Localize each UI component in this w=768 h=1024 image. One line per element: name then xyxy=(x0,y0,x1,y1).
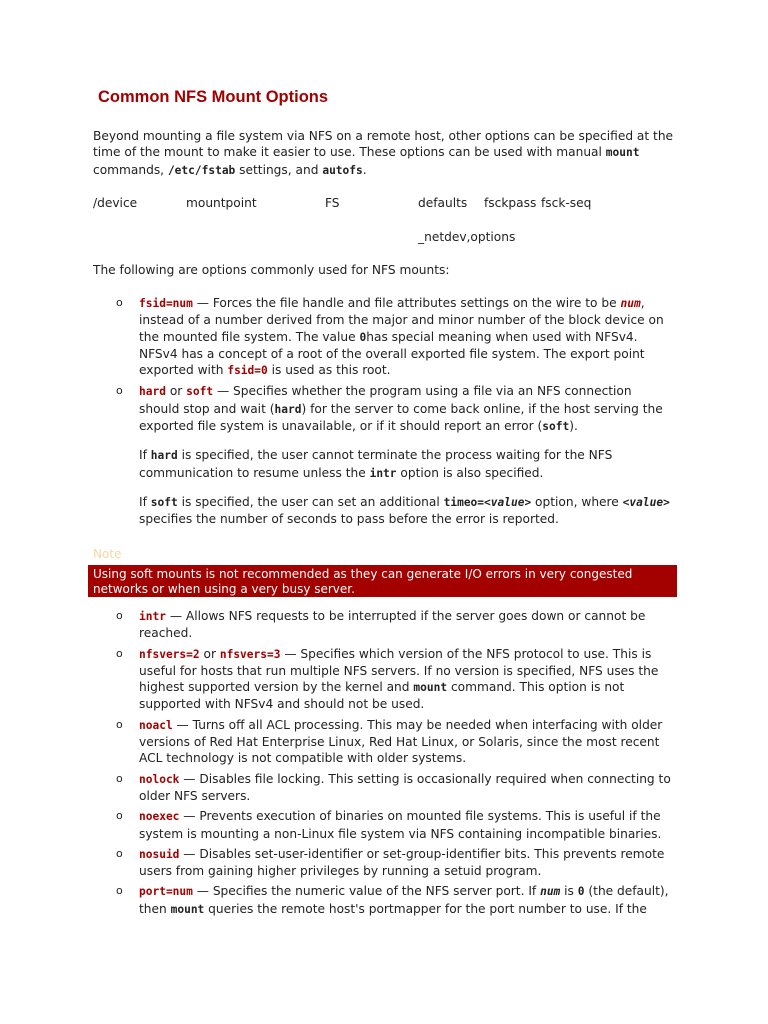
code-value: <value> xyxy=(622,495,670,509)
list-item xyxy=(0,383,674,527)
option-text: — Turns off all ACL processing. This may be needed when interfacing with older versions of Red Hat Enterprise Linux, Red Hat Linux, or Solaris, since the most recent ACL technology is not compatible with older systems. xyxy=(139,717,663,766)
detail-text: If xyxy=(139,448,151,463)
options-lead-text: The following are options commonly used for NFS mounts: xyxy=(93,263,450,277)
code-zero: 0 xyxy=(577,885,585,899)
detail-text: is specified, the user can set an additional xyxy=(177,494,444,509)
option-text: has special meaning when used with NFSv4. NFSv4 has a concept of a root of the overall exported file system. The export point exported with xyxy=(139,329,645,378)
code-soft: soft xyxy=(542,420,570,434)
code-value: <value> xyxy=(484,495,532,509)
list-item xyxy=(0,646,674,713)
option-code: port=num xyxy=(139,885,193,899)
code-hard: hard xyxy=(274,402,302,416)
option-code: soft xyxy=(186,385,214,399)
option-text: or xyxy=(165,384,187,399)
intro-text: Beyond mounting a file system via NFS on a remote host, other options can be specified at the time of the mount to make it easier to use. These options can be used with manual xyxy=(93,129,674,160)
detail-text: If xyxy=(139,494,151,509)
option-code: nolock xyxy=(139,772,180,786)
fstab-col-fsckpass: fsckpass xyxy=(484,196,537,210)
option-code: nfsvers=3 xyxy=(219,647,281,661)
bullet-icon: o xyxy=(116,771,123,785)
fstab-col-fsck-seq: fsck-seq xyxy=(541,196,592,210)
option-text: , instead of a number derived from the major and minor number of the block device on the mounted file system. The value xyxy=(139,296,664,344)
code-zero: 0 xyxy=(359,330,367,344)
bullet-icon: o xyxy=(116,609,123,622)
hard-detail-paragraph xyxy=(139,447,674,482)
option-code: fsid=num xyxy=(139,297,193,310)
option-text: (the default), then xyxy=(139,884,669,916)
detail-text: option is also specified. xyxy=(396,465,544,480)
list-item xyxy=(0,846,674,880)
option-text: or xyxy=(199,646,220,661)
option-text: — Allows NFS requests to be interrupted if the server goes down or cannot be reached. xyxy=(139,609,646,641)
option-text: — Specifies which version of the NFS protocol to use. This is useful for hosts that run multiple NFS servers. If no version is specified, NFS uses the highest supported version by the kernel and xyxy=(139,646,659,695)
code-mount: mount xyxy=(170,902,205,916)
code-autofs: autofs xyxy=(322,163,363,177)
note-box: Using soft mounts is not recommended as they can generate I/O errors in very congested networks or when using a very busy server. xyxy=(88,565,677,597)
list-item xyxy=(0,883,674,918)
note-label: Note xyxy=(93,547,122,561)
option-text: queries the remote host's portmapper for the port number to use. If the xyxy=(204,901,647,916)
intro-text: settings, and xyxy=(235,162,323,177)
code-mount: mount xyxy=(413,681,448,695)
list-item xyxy=(0,295,674,379)
bullet-icon: o xyxy=(116,296,123,309)
list-item xyxy=(0,808,674,842)
fstab-col-defaults: defaults xyxy=(418,196,468,210)
bullet-icon: o xyxy=(116,884,123,898)
option-text: command. This option is not supported with NFSv4 and should not be used. xyxy=(139,680,625,712)
bullet-icon: o xyxy=(116,717,123,731)
option-text: — Specifies the numeric value of the NFS server port. If xyxy=(192,884,541,899)
options-list-top xyxy=(0,295,768,532)
option-text: — Forces the file handle and file attributes settings on the wire to be xyxy=(192,296,621,310)
intro-paragraph xyxy=(93,128,683,179)
intro-text: commands, xyxy=(93,162,168,177)
option-code: noacl xyxy=(139,718,173,732)
option-code: intr xyxy=(139,610,166,623)
option-text: — Specifies whether the program using a file via an NFS connection should stop and wait ( xyxy=(139,384,632,416)
intro-text: . xyxy=(362,162,367,177)
option-text: — Disables set-user-identifier or set-group-identifier bits. This prevents remote users from gaining higher privileges by running a setuid program. xyxy=(139,846,665,879)
detail-text: specifies the number of seconds to pass before the error is reported. xyxy=(139,512,559,527)
option-text: ). xyxy=(569,419,578,434)
fstab-col-mountpoint: mountpoint xyxy=(186,196,257,210)
option-text: is xyxy=(560,884,578,899)
code-hard: hard xyxy=(150,449,178,463)
bullet-icon: o xyxy=(116,809,123,823)
bullet-icon: o xyxy=(116,646,123,660)
option-text: — Prevents execution of binaries on mounted file systems. This is useful if the system is mounting a non-Linux file system via NFS containing incompatible binaries. xyxy=(139,809,662,841)
code-mount: mount xyxy=(605,146,640,160)
detail-text: is specified, the user cannot terminate the process waiting for the NFS communication to resume unless the xyxy=(139,448,613,480)
bullet-icon: o xyxy=(116,384,123,398)
option-code: nosuid xyxy=(139,847,180,861)
fstab-options-row: _netdev,options xyxy=(418,230,516,244)
detail-text: option, where xyxy=(531,494,623,509)
soft-detail-paragraph xyxy=(139,494,674,528)
code-num: num xyxy=(540,885,561,899)
options-list-bottom xyxy=(0,608,768,922)
option-code: nfsvers=2 xyxy=(139,647,200,661)
code-soft: soft xyxy=(150,495,178,509)
option-text: — Disables file locking. This setting is occasionally required when connecting to older NFS servers. xyxy=(139,771,671,803)
list-item xyxy=(0,771,674,805)
option-code: noexec xyxy=(139,810,180,824)
list-item xyxy=(0,717,674,767)
code-timeo: timeo= xyxy=(443,495,485,509)
code-intr: intr xyxy=(369,466,397,480)
bullet-icon: o xyxy=(116,846,123,860)
code-num: num xyxy=(620,297,641,310)
list-item xyxy=(0,608,674,642)
fstab-col-fs: FS xyxy=(325,196,340,210)
fstab-columns-row xyxy=(0,196,768,212)
code-etc-fstab: /etc/fstab xyxy=(167,163,236,177)
option-code: hard xyxy=(139,385,166,399)
code-fsid-zero: fsid=0 xyxy=(227,364,268,378)
option-text: ) for the server to come back online, if the host serving the exported file system is unavailable, or if it should report an error ( xyxy=(139,401,663,434)
page-title: Common NFS Mount Options xyxy=(98,88,329,106)
option-text: is used as this root. xyxy=(267,363,391,378)
fstab-col-device: /device xyxy=(93,196,138,210)
